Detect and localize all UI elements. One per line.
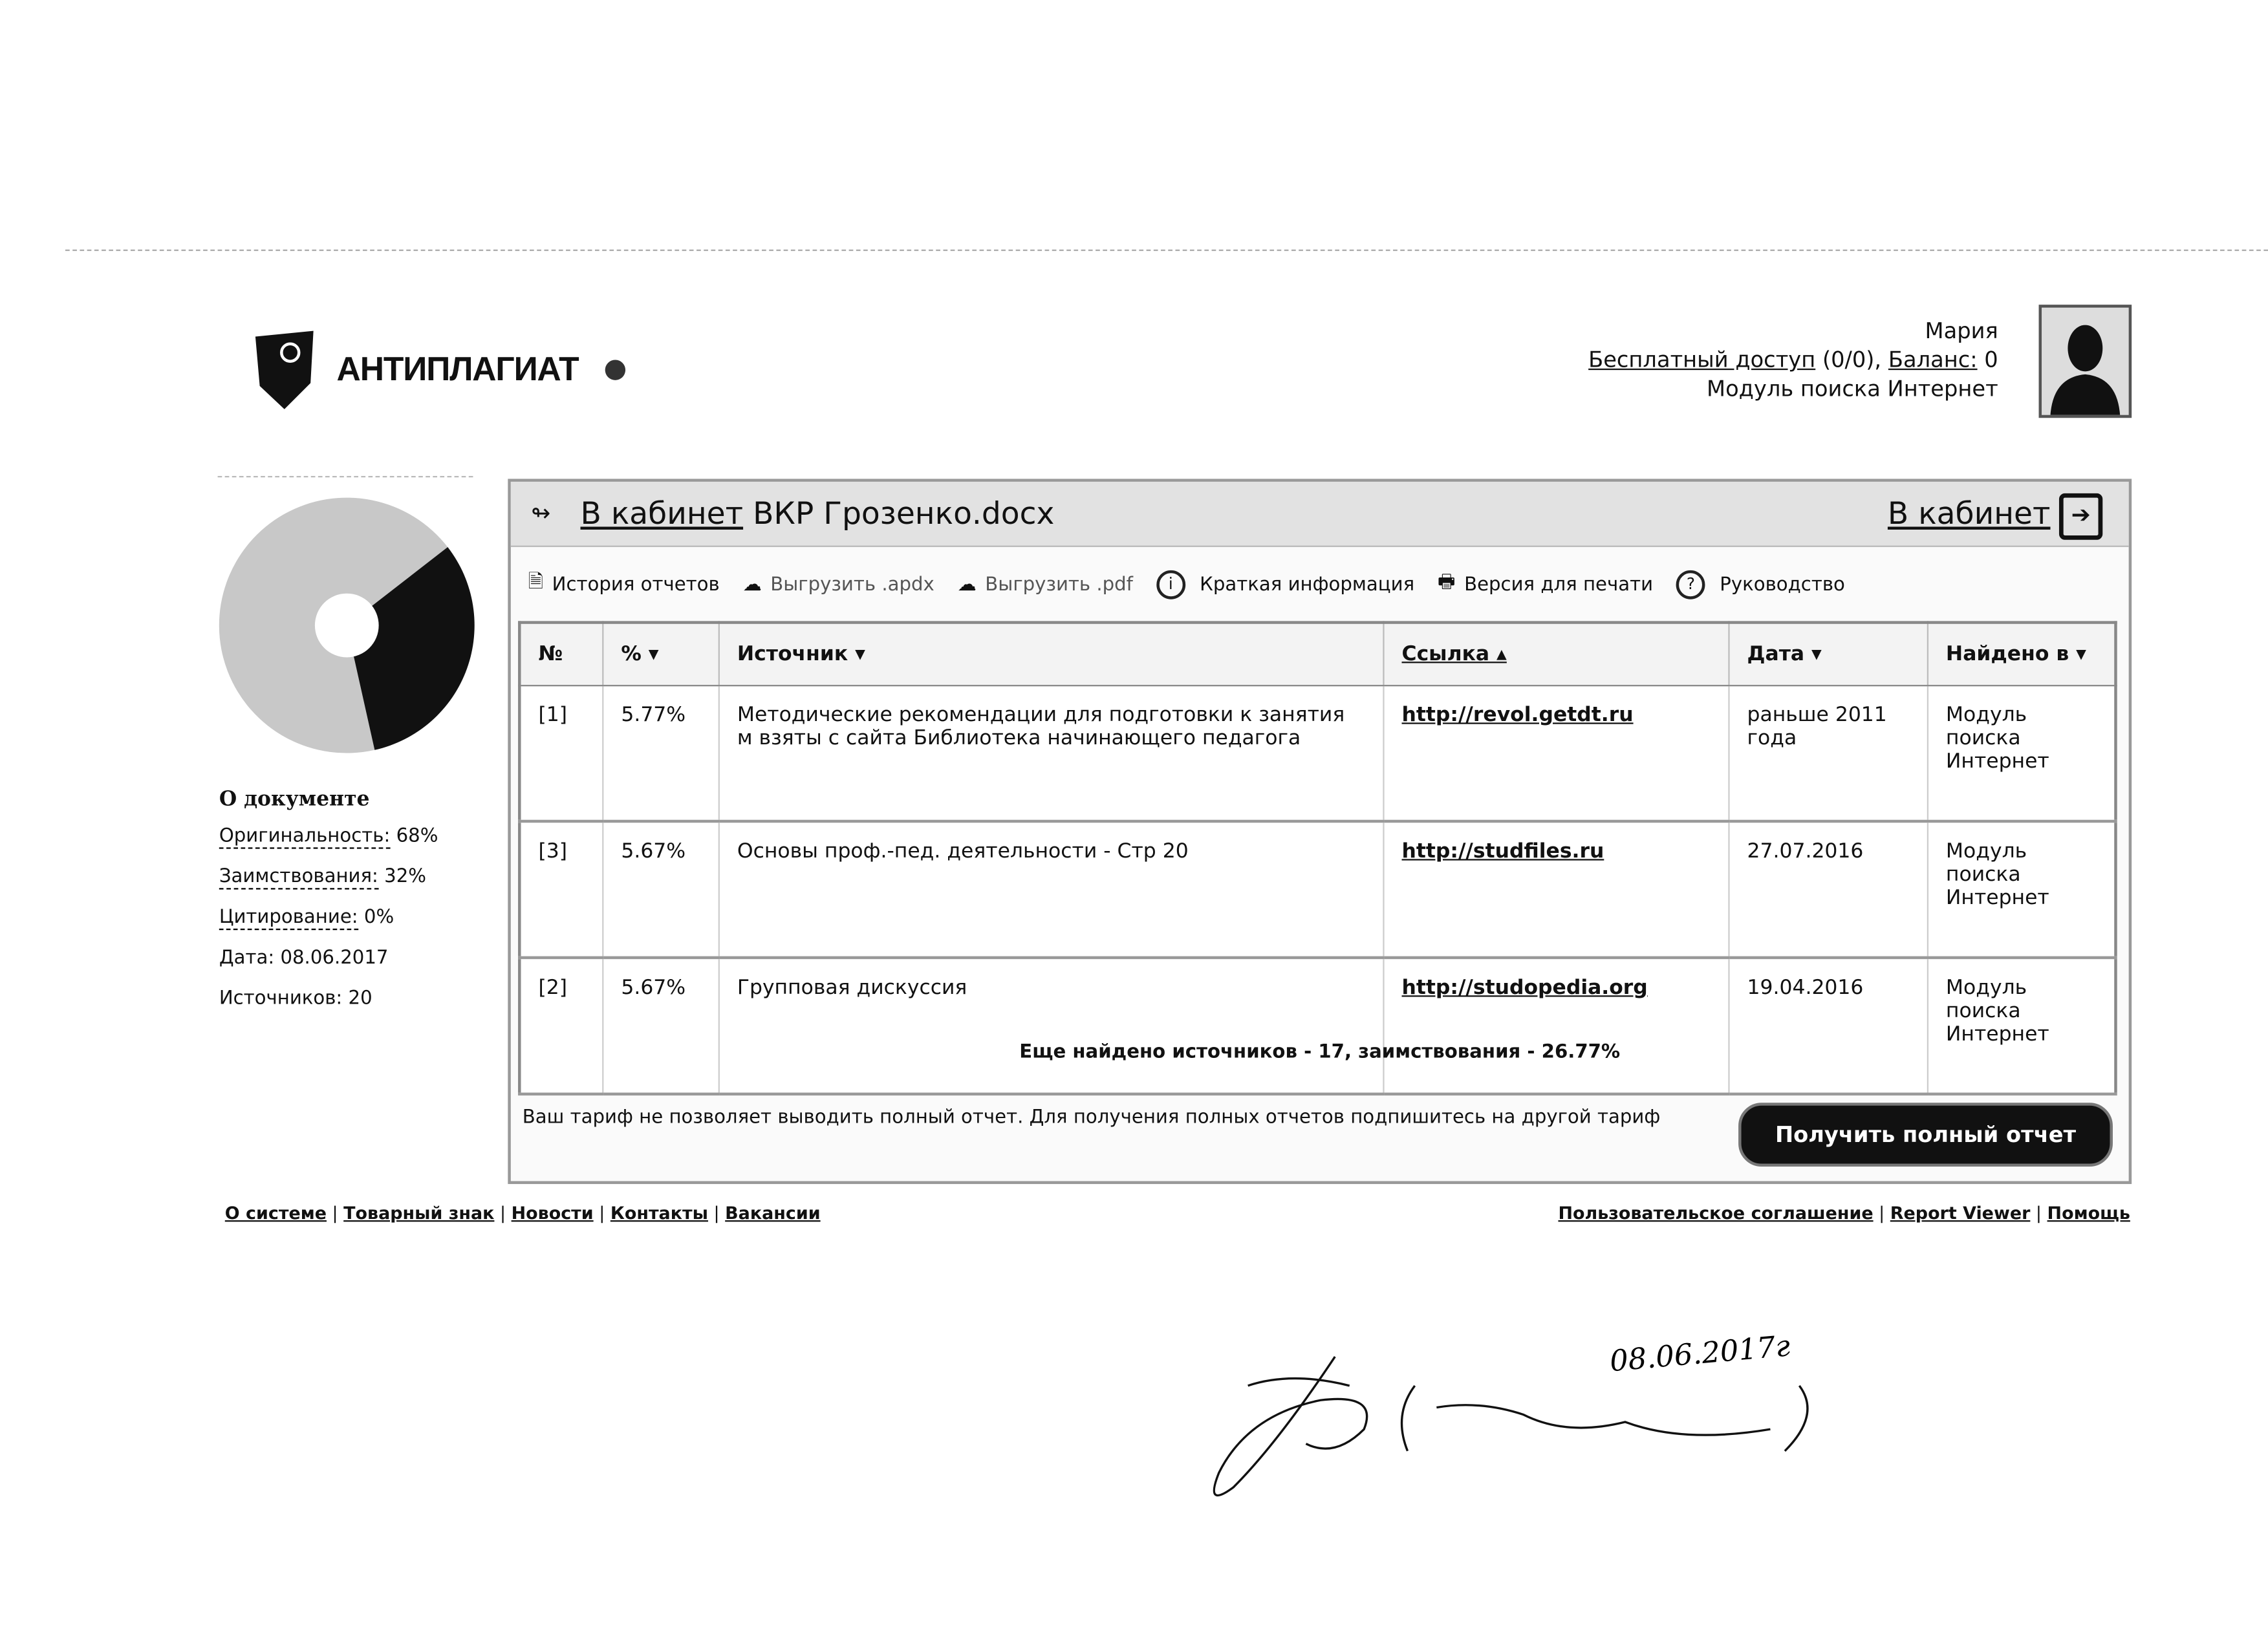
- sources-table: [518, 621, 2117, 1095]
- handwritten-date: 08.06.2017г: [1608, 1328, 1792, 1379]
- user-silhouette-icon: [2042, 308, 2129, 415]
- export-pdf-button[interactable]: Выгрузить .pdf: [985, 574, 1133, 596]
- row-number: [1]: [519, 685, 603, 821]
- column-header-date[interactable]: Дата ▾: [1729, 623, 1927, 686]
- citation-value: 0%: [363, 907, 394, 929]
- row-link[interactable]: http://studopedia.org: [1401, 976, 1648, 1000]
- footer-link-about[interactable]: О системе: [224, 1203, 327, 1223]
- avatar[interactable]: [2039, 305, 2132, 418]
- report-toolbar: [528, 569, 1845, 601]
- logo-shield-icon: [252, 328, 316, 412]
- sources-count: Источников: 20: [219, 988, 373, 1010]
- balance-value: 0: [1984, 347, 1998, 373]
- document-date: Дата: 08.06.2017: [219, 947, 389, 969]
- arrow-icon: ↬: [531, 499, 551, 527]
- module-name: Модуль поиска Интернет: [1707, 376, 1998, 402]
- footer-link-contacts[interactable]: Контакты: [610, 1203, 708, 1223]
- tariff-note: Ваш тариф не позволяет выводить полный отчет. Для получения полных отчетов подпишитесь на другой тариф: [522, 1107, 1661, 1129]
- guide-button[interactable]: Руководство: [1720, 574, 1845, 596]
- back-to-cabinet-link-right[interactable]: В кабинет: [1887, 496, 2051, 532]
- footer-link-trademark[interactable]: Товарный знак: [343, 1203, 495, 1223]
- footer-link-agreement[interactable]: Пользовательское соглашение: [1558, 1203, 1874, 1223]
- footer-links-left: О системе | Товарный знак | Новости | Контакты | Вакансии: [224, 1203, 821, 1223]
- originality-value: 68%: [396, 825, 438, 848]
- logo-dot-icon: [605, 360, 625, 380]
- divider: [65, 250, 2268, 251]
- pie-hole: [315, 594, 379, 658]
- print-version-button[interactable]: Версия для печати: [1464, 574, 1654, 596]
- footer-link-report-viewer[interactable]: Report Viewer: [1890, 1203, 2031, 1223]
- row-source: Методические рекомендации для подготовки к занятия м взяты с сайта Библиотека начинающего педагога: [719, 685, 1384, 821]
- row-found-in: Модуль поиска Интернет: [1928, 821, 2116, 958]
- document-title: ВКР Грозенко.docx: [753, 496, 1055, 532]
- row-percent: 5.67%: [603, 821, 719, 958]
- row-link[interactable]: http://studfiles.ru: [1401, 840, 1604, 864]
- row-link[interactable]: http://revol.getdt.ru: [1401, 704, 1634, 727]
- borrowing-label[interactable]: Заимствования:: [219, 867, 378, 890]
- cloud-download-icon: ☁: [742, 574, 762, 596]
- row-found-in: Модуль поиска Интернет: [1928, 685, 2116, 821]
- balance-link[interactable]: Баланс:: [1888, 347, 1978, 373]
- row-date: 27.07.2016: [1729, 821, 1927, 958]
- row-percent: 5.67%: [603, 958, 719, 1094]
- row-number: [3]: [519, 821, 603, 958]
- report-header: [511, 482, 2129, 547]
- footer-links-right: Пользовательское соглашение | Report Viewer | Помощь: [1558, 1203, 2130, 1223]
- free-access-link[interactable]: Бесплатный доступ: [1588, 347, 1816, 373]
- help-icon: ?: [1676, 570, 1705, 599]
- row-date: 19.04.2016: [1729, 958, 1927, 1094]
- column-header-link[interactable]: Ссылка ▴: [1383, 623, 1729, 686]
- document-icon: 🗎: [528, 572, 544, 594]
- printer-icon: 🖶: [1438, 572, 1456, 594]
- citation-label[interactable]: Цитирование:: [219, 907, 358, 930]
- footer-link-news[interactable]: Новости: [511, 1203, 594, 1223]
- table-row: [519, 821, 2115, 958]
- originality-label[interactable]: Оригинальность:: [219, 826, 390, 849]
- column-header-found-in[interactable]: Найдено в ▾: [1928, 623, 2116, 686]
- row-date: раньше 2011 года: [1729, 685, 1927, 821]
- column-header-number[interactable]: №: [519, 623, 603, 686]
- user-info: [1588, 316, 1998, 404]
- originality-pie-chart: [218, 496, 476, 754]
- back-to-cabinet-link[interactable]: В кабинет: [580, 496, 744, 532]
- row-percent: 5.77%: [603, 685, 719, 821]
- row-found-in: Модуль поиска Интернет: [1928, 958, 2116, 1094]
- get-full-report-button[interactable]: Получить полный отчет: [1738, 1103, 2113, 1167]
- row-number: [2]: [519, 958, 603, 1094]
- history-button[interactable]: История отчетов: [552, 574, 720, 596]
- table-row: [519, 685, 2115, 821]
- more-sources-summary: Еще найдено источников - 17, заимствования - 26.77%: [1019, 1042, 1621, 1064]
- divider: [218, 476, 473, 477]
- document-info: [219, 788, 438, 1028]
- exit-icon[interactable]: ➔: [2059, 493, 2102, 540]
- export-apdx-button[interactable]: Выгрузить .apdx: [770, 574, 934, 596]
- row-source: Групповая дискуссия: [719, 958, 1384, 1094]
- summary-button[interactable]: Краткая информация: [1200, 574, 1415, 596]
- user-name: Мария: [1925, 318, 1998, 344]
- handwritten-signature: [1190, 1328, 1945, 1516]
- logo[interactable]: АНТИПЛАГИАТ: [336, 349, 579, 388]
- cloud-download-icon: ☁: [957, 574, 977, 596]
- footer-link-vacancies[interactable]: Вакансии: [725, 1203, 821, 1223]
- table-row: [519, 958, 2115, 1094]
- borrowing-value: 32%: [384, 866, 427, 889]
- column-header-source[interactable]: Источник ▾: [719, 623, 1384, 686]
- row-source: Основы проф.-пед. деятельности - Стр 20: [719, 821, 1384, 958]
- column-header-percent[interactable]: % ▾: [603, 623, 719, 686]
- info-icon: i: [1156, 570, 1185, 599]
- document-info-title: О документе: [219, 788, 370, 812]
- footer-link-help[interactable]: Помощь: [2047, 1203, 2130, 1223]
- free-access-count: (0/0),: [1822, 347, 1882, 373]
- report-panel: [508, 479, 2132, 1183]
